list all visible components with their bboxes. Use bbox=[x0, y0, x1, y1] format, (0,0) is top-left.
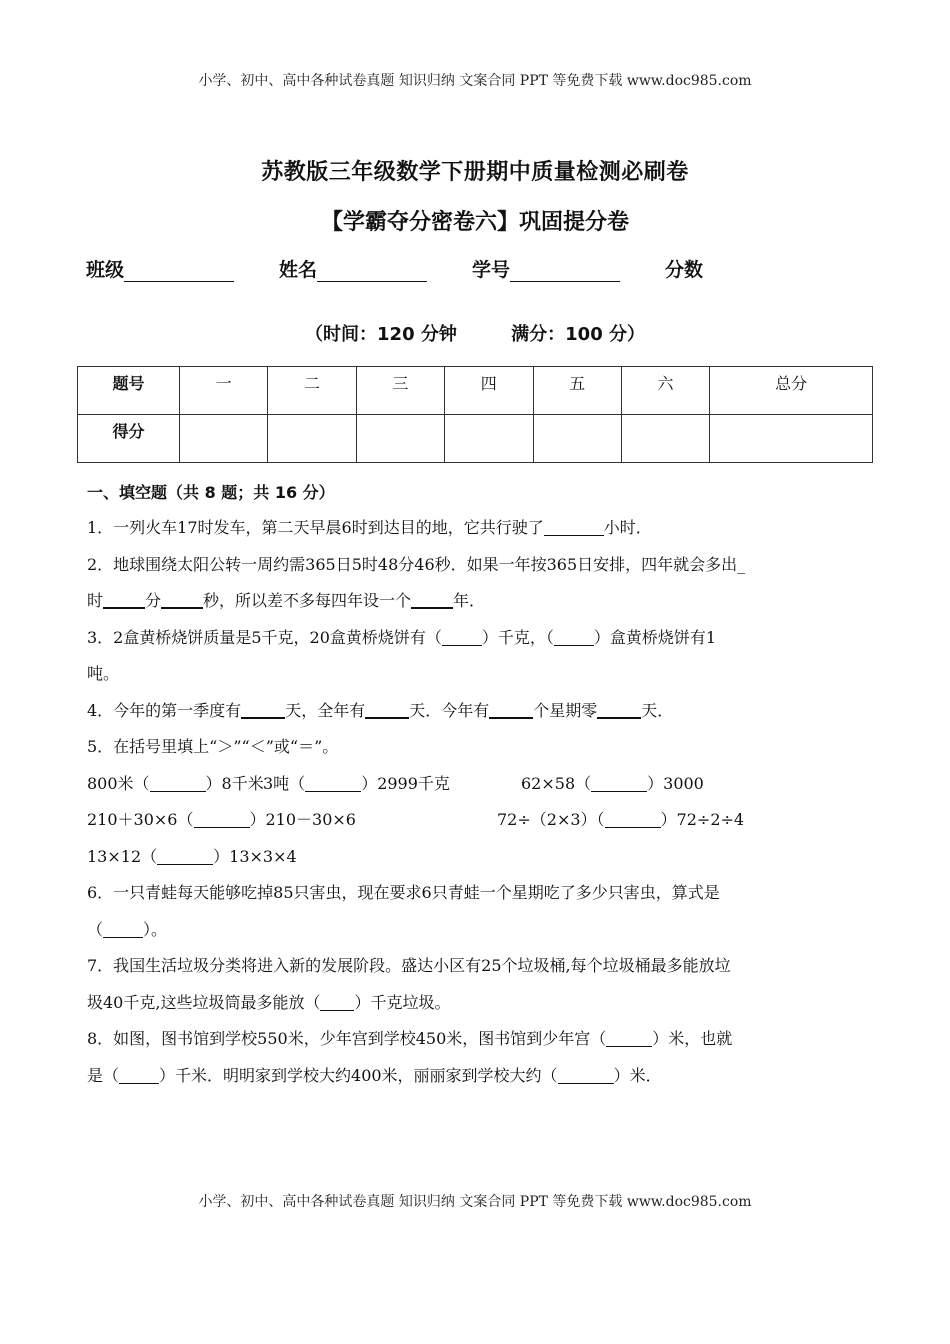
question-6 bbox=[87, 875, 877, 912]
q1-blank[interactable] bbox=[544, 517, 604, 536]
q5-blank[interactable] bbox=[157, 846, 213, 865]
q4-text-2: 天，全年有 bbox=[285, 700, 366, 720]
q5-item-right: ）2999千克 bbox=[361, 773, 450, 793]
q5-item-left: 13×12（ bbox=[87, 846, 158, 866]
header-cell: 二 bbox=[268, 367, 356, 415]
q3-blank-2[interactable] bbox=[554, 627, 594, 646]
question-1 bbox=[87, 510, 877, 547]
q2-text-end: 年． bbox=[453, 591, 486, 610]
header-cell: 题号 bbox=[78, 367, 180, 415]
q5-item-left: 210＋30×6（ bbox=[87, 810, 194, 829]
q2-blank-year[interactable] bbox=[411, 589, 453, 609]
q2-blank-minutes[interactable] bbox=[103, 589, 145, 609]
q4-text-4: 个星期零 bbox=[533, 700, 598, 720]
q8-text: 8．如图，图书馆到学校550米，少年宫到学校450米，图书馆到少年宫（ bbox=[87, 1029, 607, 1048]
q6-blank[interactable] bbox=[103, 919, 143, 938]
question-4 bbox=[87, 693, 877, 730]
q4-text: 4．今年的第一季度有 bbox=[87, 700, 242, 720]
score-label: 分数 bbox=[665, 259, 704, 281]
question-6-cont bbox=[87, 912, 877, 949]
score-cell[interactable] bbox=[621, 415, 709, 463]
q3-text-mid: ）千克，（ bbox=[481, 627, 554, 647]
q5-item-left: 62×58（ bbox=[521, 773, 592, 793]
id-label: 学号 bbox=[472, 259, 511, 281]
question-8 bbox=[87, 1021, 877, 1058]
q5-blank[interactable] bbox=[305, 773, 361, 792]
q7-text-2: 圾40千克,这些垃圾筒最多能放（ bbox=[87, 992, 321, 1012]
q4-blank-1[interactable] bbox=[241, 699, 285, 719]
q5-row-1 bbox=[87, 766, 877, 803]
score-table bbox=[77, 366, 873, 463]
q6-close: ）。 bbox=[143, 919, 168, 939]
score-cell[interactable] bbox=[180, 415, 268, 463]
q4-text-3: 天．今年有 bbox=[409, 700, 490, 720]
q5-item-left: 72÷（2×3）（ bbox=[497, 810, 605, 829]
q3-text: 3．2盒黄桥烧饼质量是5千克，20盒黄桥烧饼有（ bbox=[87, 627, 442, 647]
id-field[interactable] bbox=[510, 261, 620, 282]
q5-item-right: ）13×3×4 bbox=[213, 846, 297, 866]
q2-text: 2．地球围绕太阳公转一周约需365日5时48分46秒．如果一年按365日安排，四年就会多出_ bbox=[87, 554, 746, 574]
header-cell: 总分 bbox=[710, 367, 873, 415]
q4-text-end: 天． bbox=[641, 700, 674, 720]
q7-text-end: ）千克垃圾。 bbox=[354, 992, 451, 1012]
q7-text: 7．我国生活垃圾分类将进入新的发展阶段。盛达小区有25个垃圾桶,每个垃圾桶最多能放垃 bbox=[87, 956, 731, 975]
exam-full-score: 满分：100 分） bbox=[511, 324, 645, 345]
question-3 bbox=[87, 620, 877, 657]
q5-blank[interactable] bbox=[605, 809, 661, 828]
footer-banner: 小学、初中、高中各种试卷真题 知识归纳 文案合同 PPT 等免费下载 www.doc985.com bbox=[198, 1194, 752, 1210]
q5-blank[interactable] bbox=[150, 773, 206, 792]
score-cell[interactable] bbox=[445, 415, 533, 463]
student-info-row bbox=[86, 255, 703, 282]
q2-text-second: 秒，所以差不多每四年设一个 bbox=[203, 591, 412, 610]
page-title: 苏教版三年级数学下册期中质量检测必刷卷 bbox=[261, 160, 689, 185]
question-7 bbox=[87, 948, 877, 985]
q4-blank-4[interactable] bbox=[597, 699, 641, 719]
q8-text-3: 是（ bbox=[87, 1065, 120, 1085]
q5-item-left: 3吨（ bbox=[263, 773, 306, 793]
q2-text-minute: 分 bbox=[145, 591, 162, 610]
question-3-cont bbox=[87, 656, 877, 693]
q6-text: 6．一只青蛙每天能够吃掉85只害虫，现在要求6只青蛙一个星期吃了多少只害虫，算式是 bbox=[87, 883, 720, 902]
score-cell[interactable] bbox=[533, 415, 621, 463]
header-cell: 六 bbox=[621, 367, 709, 415]
question-8-cont bbox=[87, 1058, 877, 1095]
name-label: 姓名 bbox=[279, 259, 318, 281]
q1-text-end: 小时． bbox=[603, 518, 652, 537]
score-table-score-row bbox=[78, 415, 873, 463]
section-heading: 一、填空题（共 8 题；共 16 分） bbox=[87, 483, 335, 502]
q2-blank-seconds[interactable] bbox=[161, 589, 203, 609]
q3-text-end: ）盒黄桥烧饼有1 bbox=[593, 627, 717, 647]
header-cell: 四 bbox=[445, 367, 533, 415]
score-cell[interactable] bbox=[268, 415, 356, 463]
score-table-header-row bbox=[78, 367, 873, 415]
section-fill-in-blanks bbox=[87, 480, 877, 1094]
q6-open: （ bbox=[87, 919, 104, 939]
q5-row-2 bbox=[87, 802, 877, 839]
score-cell[interactable] bbox=[356, 415, 444, 463]
page-subtitle: 【学霸夺分密卷六】巩固提分卷 bbox=[320, 210, 629, 235]
q8-blank-1[interactable] bbox=[606, 1028, 652, 1047]
question-2 bbox=[87, 547, 877, 584]
q5-item-right: ）8千米 bbox=[205, 773, 264, 793]
q5-prompt: 5．在括号里填上“＞”“＜”或“＝”。 bbox=[87, 737, 339, 756]
q5-item-left: 800米（ bbox=[87, 773, 150, 793]
exam-time: （时间：120 分钟 bbox=[305, 324, 457, 345]
q7-blank[interactable] bbox=[320, 992, 354, 1011]
q5-blank[interactable] bbox=[194, 809, 250, 828]
name-field[interactable] bbox=[317, 261, 427, 282]
q4-blank-2[interactable] bbox=[365, 699, 409, 719]
q5-blank[interactable] bbox=[591, 773, 647, 792]
class-label: 班级 bbox=[86, 259, 125, 281]
q3-text-line2: 吨。 bbox=[87, 664, 120, 683]
header-banner: 小学、初中、高中各种试卷真题 知识归纳 文案合同 PPT 等免费下载 www.doc985.com bbox=[198, 73, 752, 89]
q5-row-3 bbox=[87, 839, 877, 876]
exam-meta bbox=[0, 320, 950, 346]
q8-blank-2[interactable] bbox=[119, 1065, 159, 1084]
q8-text-2: ）米，也就 bbox=[652, 1029, 733, 1048]
q1-text: 1．一列火车17时发车，第二天早晨6时到达目的地，它共行驶了 bbox=[87, 518, 544, 537]
q5-item-right: ）72÷2÷4 bbox=[660, 810, 745, 829]
class-field[interactable] bbox=[124, 261, 234, 282]
q5-item-right: ）210－30×6 bbox=[249, 810, 356, 829]
score-cell[interactable] bbox=[710, 415, 873, 463]
q5-item-right: ）3000 bbox=[647, 773, 704, 793]
header-cell: 三 bbox=[356, 367, 444, 415]
q8-text-4: ）千米．明明家到学校大约400米，丽丽家到学校大约（ bbox=[159, 1065, 558, 1085]
question-2-cont bbox=[87, 583, 877, 620]
score-row-label: 得分 bbox=[78, 415, 180, 463]
question-5 bbox=[87, 729, 877, 766]
header-cell: 一 bbox=[180, 367, 268, 415]
q8-blank-3[interactable] bbox=[558, 1065, 614, 1084]
q4-blank-3[interactable] bbox=[489, 699, 533, 719]
q2-text-hour: 时 bbox=[87, 591, 104, 610]
question-7-cont bbox=[87, 985, 877, 1022]
header-cell: 五 bbox=[533, 367, 621, 415]
q3-blank-1[interactable] bbox=[442, 627, 482, 646]
q8-text-end: ）米． bbox=[613, 1065, 662, 1085]
